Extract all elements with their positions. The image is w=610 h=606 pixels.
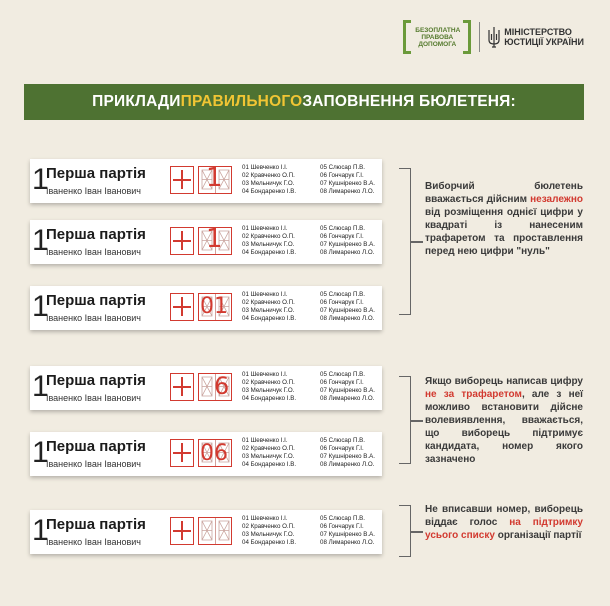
candidate-name: 05 Слюсар П.В.: [320, 164, 366, 171]
candidate-name: 02 Кравченко О.П.: [242, 233, 295, 240]
party-number: 1: [32, 290, 49, 323]
checkbox-cross-icon: [170, 166, 194, 194]
candidate-name: 07 Кушніренко В.А.: [320, 453, 375, 460]
candidates-column-2: [320, 291, 375, 323]
brace-tick-1: [411, 241, 423, 243]
candidate-name: 04 Бондаренко І.В.: [242, 188, 297, 195]
trident-icon: [488, 26, 500, 48]
handwritten-number: 01: [200, 294, 228, 319]
party-number: 1: [32, 514, 49, 547]
brace-tick-3: [411, 531, 423, 533]
party-leader: Іваненко Іван Іванович: [46, 186, 141, 196]
page-title: [24, 84, 584, 120]
candidates-column-1: [242, 371, 296, 403]
party-name: Перша партія: [46, 372, 146, 389]
header-logos: [403, 20, 584, 54]
party-leader: Іваненко Іван Іванович: [46, 537, 141, 547]
candidates-column-2: [320, 371, 375, 403]
candidate-name: 07 Кушніренко В.А.: [320, 307, 375, 314]
handwritten-number: 06: [200, 441, 228, 466]
ballot-example: [30, 366, 382, 410]
party-name: Перша партія: [46, 292, 146, 309]
candidate-name: 06 Гончарук Г.І.: [320, 523, 364, 530]
candidate-name: 03 Мельничук Г.О.: [242, 180, 295, 187]
ballot-example: [30, 220, 382, 264]
party-name: Перша партія: [46, 516, 146, 533]
checkbox-cross-icon: [170, 293, 194, 321]
title-part2: ЗАПОВНЕННЯ БЮЛЕТЕНЯ:: [302, 93, 516, 110]
party-leader: Іваненко Іван Іванович: [46, 247, 141, 257]
candidate-name: 05 Слюсар П.В.: [320, 225, 366, 232]
candidate-name: 08 Лимаренко Л.О.: [320, 249, 375, 256]
candidate-name: 03 Мельничук Г.О.: [242, 531, 295, 538]
explanation-whole-list: [425, 503, 583, 542]
handwritten-number: 1: [206, 224, 223, 254]
candidate-name: 04 Бондаренко І.В.: [242, 395, 297, 402]
title-part1: ПРИКЛАДИ: [92, 93, 181, 110]
ballot-example: [30, 159, 382, 203]
brace-group-3: [399, 505, 411, 557]
candidate-name: 03 Мельничук Г.О.: [242, 387, 295, 394]
candidate-name: 01 Шевченко І.І.: [242, 291, 288, 298]
explanation-3-text-b: організації партії: [494, 530, 582, 541]
brace-group-2: [399, 376, 411, 464]
candidate-name: 03 Мельничук Г.О.: [242, 453, 295, 460]
candidate-name: 07 Кушніренко В.А.: [320, 531, 375, 538]
candidates-column-1: [242, 225, 296, 257]
party-number: 1: [32, 436, 49, 469]
candidates-column-1: [242, 515, 296, 547]
ballot-example: [30, 286, 382, 330]
party-name: Перша партія: [46, 438, 146, 455]
party-leader: Іваненко Іван Іванович: [46, 393, 141, 403]
candidate-name: 08 Лимаренко Л.О.: [320, 539, 375, 546]
explanation-leading-zero: [425, 180, 583, 258]
candidates-column-2: [320, 164, 375, 196]
candidate-name: 06 Гончарук Г.І.: [320, 233, 364, 240]
ballot-example: [30, 510, 382, 554]
party-number: 1: [32, 163, 49, 196]
party-leader: Іваненко Іван Іванович: [46, 459, 141, 469]
explanation-3-highlight: на підтримку усього списку: [425, 517, 583, 541]
candidates-column-1: [242, 291, 296, 323]
candidate-name: 02 Кравченко О.П.: [242, 299, 295, 306]
candidates-column-1: [242, 164, 296, 196]
candidate-name: 08 Лимаренко Л.О.: [320, 461, 375, 468]
explanation-1-text-b: від розміщення однієї цифри у квадраті із нанесеним трафаретом та проставлення перед нею цифри "нуль": [425, 207, 583, 257]
candidate-name: 01 Шевченко І.І.: [242, 164, 288, 171]
explanation-2-text-b: , але з неї можливо встановити дійсне волевиявлення, вважається, що виборець підтримує кандидата, номер якого зазначено: [425, 389, 583, 465]
candidates-column-2: [320, 515, 375, 547]
candidate-name: 07 Кушніренко В.А.: [320, 387, 375, 394]
candidate-name: 07 Кушніренко В.А.: [320, 180, 375, 187]
candidate-name: 04 Бондаренко І.В.: [242, 461, 297, 468]
explanation-2-text-a: Якщо виборець написав цифру: [425, 376, 583, 387]
candidate-name: 03 Мельничук Г.О.: [242, 307, 295, 314]
party-name: Перша партія: [46, 226, 146, 243]
checkbox-cross-icon: [170, 373, 194, 401]
ballot-example: [30, 432, 382, 476]
checkbox-cross-icon: [170, 227, 194, 255]
explanation-2-highlight: не за трафаретом: [425, 389, 522, 400]
candidate-name: 02 Кравченко О.П.: [242, 379, 295, 386]
candidate-name: 04 Бондаренко І.В.: [242, 315, 297, 322]
stencil-icon: [199, 518, 216, 544]
party-name: Перша партія: [46, 165, 146, 182]
candidates-column-2: [320, 225, 375, 257]
ministry-name: [504, 27, 584, 47]
candidates-column-1: [242, 437, 296, 469]
candidate-name: 05 Слюсар П.В.: [320, 371, 366, 378]
candidate-name: 03 Мельничук Г.О.: [242, 241, 295, 248]
candidate-name: 01 Шевченко І.І.: [242, 371, 288, 378]
free-legal-aid-text: БЕЗОПЛАТНА ПРАВОВА ДОПОМОГА: [415, 26, 461, 48]
ministry-of-justice-logo: [488, 26, 584, 48]
explanation-freehand-digit: [425, 375, 583, 466]
brace-tick-2: [411, 420, 423, 422]
free-legal-aid-logo: [403, 20, 471, 54]
explanation-1-highlight: незалежно: [530, 194, 583, 205]
candidate-name: 08 Лимаренко Л.О.: [320, 315, 375, 322]
candidate-name: 01 Шевченко І.І.: [242, 515, 288, 522]
candidate-name: 06 Гончарук Г.І.: [320, 445, 364, 452]
ministry-name-line2: ЮСТИЦІЇ УКРАЇНИ: [504, 37, 584, 47]
candidate-name: 05 Слюсар П.В.: [320, 515, 366, 522]
candidate-name: 07 Кушніренко В.А.: [320, 241, 375, 248]
handwritten-number: 1: [206, 163, 223, 193]
ministry-name-line1: МІНІСТЕРСТВО: [504, 27, 572, 37]
candidate-name: 06 Гончарук Г.І.: [320, 299, 364, 306]
candidate-name: 02 Кравченко О.П.: [242, 172, 295, 179]
bracket-left-icon: [403, 20, 411, 54]
brace-group-1: [399, 168, 411, 315]
candidate-name: 02 Кравченко О.П.: [242, 445, 295, 452]
candidate-name: 05 Слюсар П.В.: [320, 437, 366, 444]
candidate-name: 05 Слюсар П.В.: [320, 291, 366, 298]
candidate-name: 01 Шевченко І.І.: [242, 437, 288, 444]
bracket-right-icon: [463, 20, 471, 54]
handwritten-number: 6: [214, 372, 230, 400]
candidate-name: 06 Гончарук Г.І.: [320, 172, 364, 179]
logo-divider: [479, 22, 480, 52]
candidate-name: 04 Бондаренко І.В.: [242, 539, 297, 546]
party-leader: Іваненко Іван Іванович: [46, 313, 141, 323]
party-number: 1: [32, 224, 49, 257]
explanation-3-text-a: Не вписавши номер, виборець віддає голос: [425, 504, 583, 528]
checkbox-cross-icon: [170, 439, 194, 467]
party-number: 1: [32, 370, 49, 403]
candidate-name: 08 Лимаренко Л.О.: [320, 188, 375, 195]
candidate-name: 04 Бондаренко І.В.: [242, 249, 297, 256]
digit-boxes: [198, 517, 232, 545]
candidate-name: 01 Шевченко І.І.: [242, 225, 288, 232]
candidate-name: 08 Лимаренко Л.О.: [320, 395, 375, 402]
candidate-name: 02 Кравченко О.П.: [242, 523, 295, 530]
candidates-column-2: [320, 437, 375, 469]
stencil-icon: [216, 518, 232, 544]
explanation-1-text-a: Виборчий бюлетень вважається дійсним: [425, 181, 583, 205]
checkbox-cross-icon: [170, 517, 194, 545]
candidate-name: 06 Гончарук Г.І.: [320, 379, 364, 386]
title-highlight: ПРАВИЛЬНОГО: [180, 93, 303, 110]
